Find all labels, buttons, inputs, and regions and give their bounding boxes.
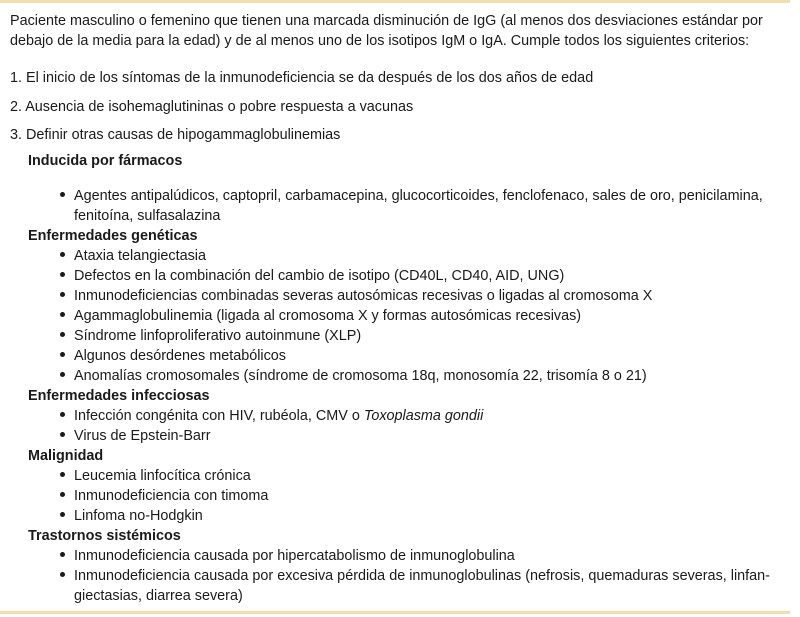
intro-paragraph (10, 11, 790, 51)
list-item: Linfoma no-Hodgkin (74, 508, 203, 524)
top-rule (0, 0, 790, 3)
list-item: Agammaglobulinemia (ligada al cromosoma X y formas autosómicas recesivas) (74, 308, 582, 324)
bottom-rule (0, 611, 790, 614)
list-item: Síndrome linfoproliferativo autoinmune (XLP) (74, 328, 362, 344)
bullet-icon (60, 192, 65, 197)
list-item-continuation: giectasias, diarrea severa) (74, 588, 243, 604)
bullet-icon (60, 372, 65, 377)
bullet-icon (60, 312, 65, 317)
bullet-icon (60, 412, 65, 417)
section-heading-malignancy: Malignidad (28, 448, 104, 464)
section-heading-genetic: Enfermedades genéticas (28, 228, 198, 244)
bullet-icon (60, 332, 65, 337)
list-item: Defectos en la combinación del cambio de isotipo (CD40L, CD40, AID, UNG) (74, 268, 565, 284)
bullet-icon (60, 492, 65, 497)
bullet-icon (60, 512, 65, 517)
list-item: Inmunodeficiencias combinadas severas autosómicas recesivas o ligadas al cromosoma X (74, 288, 653, 304)
list-item: Inmunodeficiencia causada por hipercatabolismo de inmunoglobulina (74, 548, 515, 564)
list-item-continuation: fenitoína, sulfasalazina (74, 208, 221, 224)
list-item: Leucemia linfocítica crónica (74, 468, 251, 484)
intro-line-1: Paciente masculino o femenino que tienen una marcada disminución de IgG (al menos dos desviaciones estándar por (10, 13, 763, 29)
bullet-icon (60, 472, 65, 477)
list-item (74, 406, 483, 426)
list-item: Inmunodeficiencia causada por excesiva pérdida de inmunoglobulinas (nefrosis, quemaduras severas, linfan- (74, 568, 770, 584)
list-item: Virus de Epstein-Barr (74, 428, 211, 444)
list-item: Anomalías cromosomales (síndrome de cromosoma 18q, monosomía 22, trisomía 8 o 21) (74, 368, 647, 384)
bullet-icon (60, 572, 65, 577)
section-heading-infectious: Enfermedades infecciosas (28, 388, 210, 404)
bullet-icon (60, 272, 65, 277)
bullet-icon (60, 432, 65, 437)
criterion-3: 3. Definir otras causas de hipogammaglobulinemias (10, 127, 341, 143)
section-heading-drugs: Inducida por fármacos (28, 153, 183, 169)
intro-line-2: debajo de la media para la edad) y de al menos uno de los isotipos IgM o IgA. Cumple todos los siguientes criterios: (10, 33, 750, 49)
list-item: Inmunodeficiencia con timoma (74, 488, 269, 504)
criterion-1: 1. El inicio de los síntomas de la inmunodeficiencia se da después de los dos años de edad (10, 70, 594, 86)
bullet-icon (60, 552, 65, 557)
section-heading-systemic: Trastornos sistémicos (28, 528, 181, 544)
list-item: Ataxia telangiectasia (74, 248, 206, 264)
list-item: Algunos desórdenes metabólicos (74, 348, 286, 364)
bullet-icon (60, 252, 65, 257)
list-item: Agentes antipalúdicos, captopril, carbamacepina, glucocorticoides, fenclofenaco, sales de oro, penicilamina, (74, 188, 763, 204)
bullet-icon (60, 292, 65, 297)
bullet-icon (60, 352, 65, 357)
list-item-text: Infección congénita con HIV, rubéola, CMV o (74, 408, 364, 424)
criterion-2: 2. Ausencia de isohemaglutininas o pobre respuesta a vacunas (10, 99, 414, 115)
organism-name: Toxoplasma gondii (363, 408, 484, 424)
